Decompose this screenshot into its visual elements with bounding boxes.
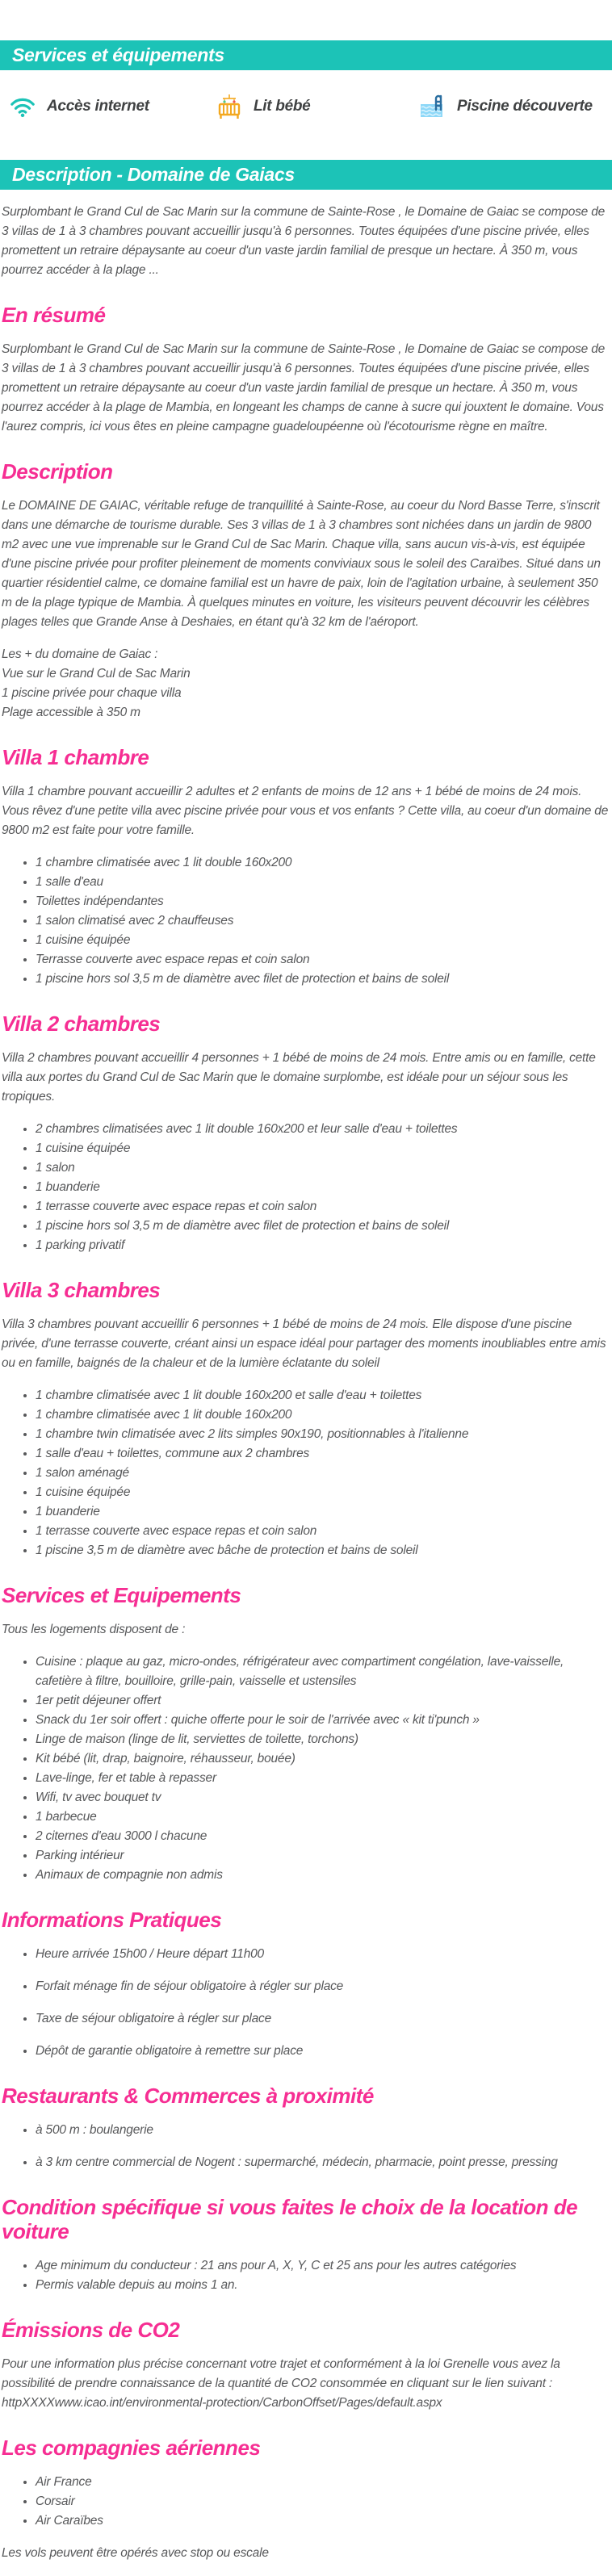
- list-item: • 1 chambre twin climatisée avec 2 lits simples 90x190, positionnables à l'italienne: [36, 1425, 609, 1444]
- top-spacer: [0, 0, 612, 40]
- page-content: [0, 203, 612, 2563]
- list-item: • 1 cuisine équipée: [36, 1483, 609, 1502]
- bullet-list: [2, 2121, 609, 2172]
- list-item: • 1 salle d'eau: [36, 873, 609, 892]
- list-item: • 1 piscine 3,5 m de diamètre avec bâche de protection et bains de soleil: [36, 1541, 609, 1560]
- list-item: • 1 chambre climatisée avec 1 lit double 160x200 et salle d'eau + toilettes: [36, 1386, 609, 1405]
- amenity-pool: [420, 94, 593, 119]
- list-item: • Air France: [36, 2473, 609, 2492]
- pool-icon: [420, 94, 446, 119]
- list-item: • 2 citernes d'eau 3000 l chacune: [36, 1827, 609, 1846]
- paragraph: Villa 3 chambres pouvant accueillir 6 personnes + 1 bébé de moins de 24 mois. Elle dispose d'une piscine privée, d'une terrasse couverte, créant ainsi un espace idéal pour partager des moments inoubliables entre amis ou en famille, baignés de la chaleur et de la lumière éclatante du soleil: [2, 1317, 606, 1370]
- description-section-banner: [0, 160, 612, 190]
- paragraph: Villa 2 chambres pouvant accueillir 4 personnes + 1 bébé de moins de 24 mois. Entre amis ou en famille, cette villa aux portes du Grand Cul de Sac Marin que le domaine surplombe, est idéale pour un séjour sous les tropiques.: [2, 1051, 596, 1104]
- list-item: • Parking intérieur: [36, 1846, 609, 1866]
- list-item: • 1 salon aménagé: [36, 1464, 609, 1483]
- list-item: • 1 chambre climatisée avec 1 lit double 160x200: [36, 1405, 609, 1425]
- bullet-list: [2, 853, 609, 989]
- list-item: • Kit bébé (lit, drap, baignoire, réhausseur, bouée): [36, 1749, 609, 1769]
- list-item: • 1 salle d'eau + toilettes, commune aux 2 chambres: [36, 1444, 609, 1464]
- list-item: • 1 buanderie: [36, 1178, 609, 1197]
- list-item: • 1 salon: [36, 1158, 609, 1178]
- amenity-internet: [10, 94, 216, 119]
- bullet-list: [2, 2256, 609, 2295]
- amenity-label: Accès internet: [47, 98, 149, 115]
- list-item: • Air Caraïbes: [36, 2511, 609, 2531]
- list-item: • Terrasse couverte avec espace repas et coin salon: [36, 950, 609, 970]
- amenity-label: Lit bébé: [254, 98, 311, 115]
- section-heading: Condition spécifique si vous faites le choix de la location de voiture: [2, 2195, 578, 2243]
- section-heading: Informations Pratiques: [2, 1908, 222, 1932]
- list-item: • 1er petit déjeuner offert: [36, 1691, 609, 1711]
- list-item: • Permis valable depuis au moins 1 an.: [36, 2276, 609, 2295]
- paragraph: [2, 645, 609, 723]
- list-item: • 1 buanderie: [36, 1502, 609, 1522]
- paragraph: Tous les logements disposent de :: [2, 1623, 186, 1636]
- list-item: • 1 terrasse couverte avec espace repas et coin salon: [36, 1522, 609, 1541]
- list-item: • 1 terrasse couverte avec espace repas et coin salon: [36, 1197, 609, 1217]
- list-item: • 1 parking privatif: [36, 1236, 609, 1255]
- section-heading: Services et Equipements: [2, 1583, 241, 1607]
- list-item: • à 3 km centre commercial de Nogent : supermarché, médecin, pharmacie, point presse, pressing: [36, 2153, 609, 2172]
- wifi-icon: [10, 94, 36, 119]
- list-item: • Corsair: [36, 2492, 609, 2511]
- list-item: • Heure arrivée 15h00 / Heure départ 11h00: [36, 1945, 609, 1964]
- paragraph: Villa 1 chambre pouvant accueillir 2 adultes et 2 enfants de moins de 12 ans + 1 bébé de moins de 24 mois. Vous rêvez d'une petite villa avec piscine privée pour vous et vos enfants ? Cette villa, au coeur d'un domaine de 9800 m2 est faite pour votre famille.: [2, 785, 609, 837]
- text-line: Plage accessible à 350 m: [2, 706, 140, 719]
- list-item: • à 500 m : boulangerie: [36, 2121, 609, 2140]
- section-heading: Description: [2, 459, 113, 484]
- section-heading: Villa 2 chambres: [2, 1012, 161, 1036]
- list-item: • 1 piscine hors sol 3,5 m de diamètre avec filet de protection et bains de soleil: [36, 970, 609, 989]
- bullet-list: [2, 1386, 609, 1560]
- list-item: • 1 barbecue: [36, 1807, 609, 1827]
- text-line: 1 piscine privée pour chaque villa: [2, 686, 182, 700]
- list-item: • Animaux de compagnie non admis: [36, 1866, 609, 1885]
- bullet-list: [2, 2473, 609, 2531]
- list-item: • 1 salon climatisé avec 2 chauffeuses: [36, 911, 609, 931]
- services-banner-title: Services et équipements: [12, 44, 224, 65]
- section-heading: Villa 1 chambre: [2, 745, 149, 769]
- list-item: • Snack du 1er soir offert : quiche offerte pour le soir de l'arrivée avec « kit ti'punch »: [36, 1711, 609, 1730]
- section-heading: Restaurants & Commerces à proximité: [2, 2084, 374, 2108]
- section-heading: Les compagnies aériennes: [2, 2436, 261, 2460]
- services-section-banner: [0, 40, 612, 70]
- bullet-list: [2, 1652, 609, 1885]
- description-banner-title: Description - Domaine de Gaiacs: [12, 164, 295, 185]
- list-item: • 1 cuisine équipée: [36, 931, 609, 950]
- section-heading: Villa 3 chambres: [2, 1278, 161, 1302]
- list-item: • Cuisine : plaque au gaz, micro-ondes, réfrigérateur avec compartiment congélation, lave-vaisselle, cafetière à filtre, bouilloire, grille-pain, vaisselle et ustensiles: [36, 1652, 609, 1691]
- amenity-crib: [216, 94, 420, 119]
- list-item: • Age minimum du conducteur : 21 ans pour A, X, Y, C et 25 ans pour les autres catégories: [36, 2256, 609, 2276]
- list-item: • 1 piscine hors sol 3,5 m de diamètre avec filet de protection et bains de soleil: [36, 1217, 609, 1236]
- list-item: • Dépôt de garantie obligatoire à remettre sur place: [36, 2042, 609, 2061]
- list-item: • Toilettes indépendantes: [36, 892, 609, 911]
- paragraph: Le DOMAINE DE GAIAC, véritable refuge de tranquillité à Sainte-Rose, au coeur du Nord Basse Terre, s'inscrit dans une démarche de tourisme durable. Ses 3 villas de 1 à 3 chambres sont nichées dans un jardin de 9800 m2 avec une vue imprenable sur le Grand Cul de Sac Marin. Chaque villa, sans aucun vis-à-vis, est équipée d'une piscine privée pour profiter pleinement de moments conviviaux sous le soleil des Caraïbes. Situé dans un quartier résidentiel calme, ce domaine familial est un havre de paix, loin de l'agitation urbaine, à seulement 350 m de la plage typique de Mambia. À quelques minutes en voiture, les visiteurs peuvent découvrir les célèbres plages telles que Grande Anse à Deshaies, en étant qu'à 32 km de l'aéroport.: [2, 499, 601, 629]
- amenities-row: [10, 88, 612, 125]
- list-item: • Linge de maison (linge de lit, serviettes de toilette, torchons): [36, 1730, 609, 1749]
- text-line: Les + du domaine de Gaiac :: [2, 647, 158, 661]
- list-item: • Taxe de séjour obligatoire à régler sur place: [36, 2009, 609, 2029]
- list-item: • 2 chambres climatisées avec 1 lit double 160x200 et leur salle d'eau + toilettes: [36, 1120, 609, 1139]
- text-line: httpXXXXwww.icao.int/environmental-protection/CarbonOffset/Pages/default.aspx: [2, 2396, 442, 2410]
- paragraph: [2, 2355, 609, 2413]
- paragraph: Les vols peuvent être opérés avec stop ou escale: [2, 2546, 269, 2560]
- section-heading: Émissions de CO2: [2, 2318, 180, 2342]
- bullet-list: [2, 1120, 609, 1255]
- text-line: Vue sur le Grand Cul de Sac Marin: [2, 667, 191, 681]
- list-item: • 1 cuisine équipée: [36, 1139, 609, 1158]
- list-item: • 1 chambre climatisée avec 1 lit double 160x200: [36, 853, 609, 873]
- list-item: • Lave-linge, fer et table à repasser: [36, 1769, 609, 1788]
- text-line: Pour une information plus précise concernant votre trajet et conformément à la loi Grenelle vous avez la possibilité de prendre connaissance de la quantité de CO2 consommée en cliquant sur le lien suivant :: [2, 2357, 560, 2390]
- paragraph: Surplombant le Grand Cul de Sac Marin sur la commune de Sainte-Rose , le Domaine de Gaiac se compose de 3 villas de 1 à 3 chambres pouvant accueillir jusqu'à 6 personnes. Toutes équipées d'une piscine privée, elles promettent un retraire dépaysante au coeur d'un vaste jardin familial de presque un hectare. À 350 m, vous pourrez accéder à la plage ...: [2, 205, 606, 277]
- section-heading: En résumé: [2, 303, 106, 327]
- list-item: • Wifi, tv avec bouquet tv: [36, 1788, 609, 1807]
- bullet-list: [2, 1945, 609, 2061]
- paragraph: Surplombant le Grand Cul de Sac Marin sur la commune de Sainte-Rose , le Domaine de Gaiac se compose de 3 villas de 1 à 3 chambres pouvant accueillir jusqu'à 6 personnes. Toutes équipées d'une piscine privée, elles promettent un retraire dépaysante au coeur d'un vaste jardin familial de presque un hectare. À 350 m, vous pourrez accéder à la plage de Mambia, en longeant les champs de canne à sucre qui jouxtent le domaine. Vous l'aurez compris, ici vous êtes en pleine campagne guadeloupéenne où l'écotourisme règne en maître.: [2, 342, 606, 434]
- amenity-label: Piscine découverte: [457, 98, 593, 115]
- crib-icon: [216, 94, 242, 119]
- list-item: • Forfait ménage fin de séjour obligatoire à régler sur place: [36, 1977, 609, 1996]
